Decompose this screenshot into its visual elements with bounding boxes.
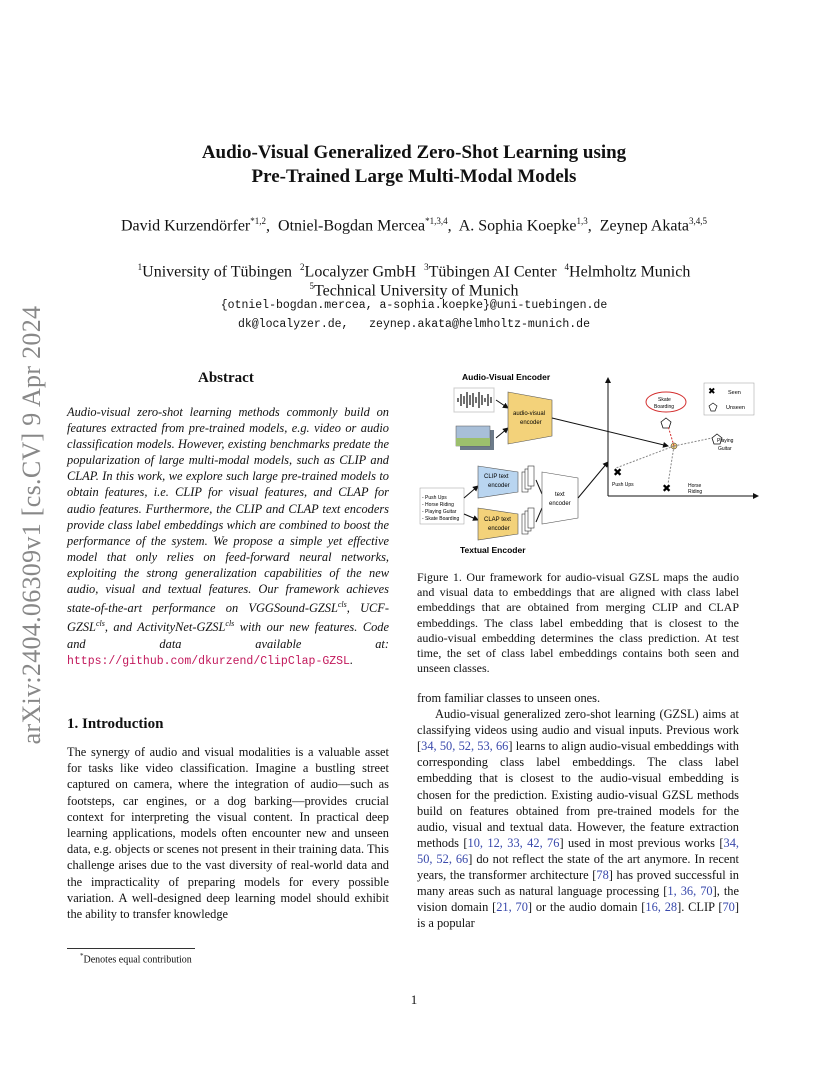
legend-seen: Seen <box>728 390 741 396</box>
paragraph-text: ] has proved successful in many areas such as natural language processing [ <box>417 868 739 899</box>
figure-caption: Figure 1. Our framework for audio-visual GZSL maps the audio and visual data to embeddings that are aligned with class label embeddings that are obtained from merging CLIP and CLAP embeddings. The class label embedding that is closest to the audio-visual embedding determines the class prediction. At test time, the set of class label embeddings contains both seen and unseen classes. <box>417 570 739 676</box>
citation-link[interactable]: 78 <box>596 868 609 883</box>
affiliation: Helmholtz Munich <box>569 263 691 281</box>
text-encoder-box <box>542 472 578 524</box>
affil-sup: 2 <box>300 262 305 272</box>
class-label: - Push Ups <box>422 495 447 501</box>
author-name: David Kurzendörfer <box>120 217 251 235</box>
footnote-text: Denotes equal contribution <box>83 954 192 966</box>
cls-sup: cls <box>337 600 347 610</box>
citation-link[interactable]: 16, 28 <box>645 900 678 915</box>
paper-title <box>0 141 828 189</box>
email-line-1: {otniel-bogdan.mercea, a-sophia.koepke}@uni-tuebingen.de <box>220 299 608 312</box>
introduction-heading: 1. Introduction <box>67 716 164 732</box>
affil-sup: 1 <box>137 262 143 272</box>
arxiv-id-text: arXiv:2404.06309v1 [cs.CV] 9 Apr 2024 <box>17 305 46 745</box>
point-label-skate: Skate <box>658 397 671 403</box>
author-sup: 3,4,5 <box>689 216 708 226</box>
skate-unseen-point <box>661 418 671 428</box>
pushups-seen-x-icon: ✖ <box>613 467 623 479</box>
labels-to-clip-arrow <box>464 486 478 498</box>
textual-encoder-title: Textual Encoder <box>460 545 526 555</box>
clip-text-label: CLIP text <box>484 474 509 480</box>
video-arrow <box>496 428 508 438</box>
email: zeynep.akata@helmholtz-munich.de <box>369 318 590 331</box>
point-label-horse: Riding <box>688 489 703 495</box>
figure-1-diagram <box>412 368 764 560</box>
text-encoder-label: text <box>555 492 565 498</box>
text-embedding-arrow <box>578 462 608 498</box>
citation-link[interactable]: 21, 70 <box>496 900 528 915</box>
clip-merge-line <box>536 480 542 494</box>
abstract-heading: Abstract <box>198 370 254 386</box>
point-label-pushups: Push Ups <box>612 482 634 488</box>
point-label-guitar: Guitar <box>718 446 732 452</box>
abstract-text: , UCF-GZSL <box>67 601 389 635</box>
author-sup: *1,2 <box>250 216 267 226</box>
footnote-rule <box>67 948 195 949</box>
horse-seen-x-icon: ✖ <box>662 483 672 495</box>
audio-visual-encoder-title: Audio-Visual Encoder <box>462 372 551 382</box>
distance-line <box>674 438 712 446</box>
distance-line <box>616 446 674 468</box>
arxiv-side-label <box>12 290 52 760</box>
affil-sup: 4 <box>564 262 570 272</box>
clip-embedding-stack-icon <box>522 466 534 492</box>
abstract-body: Audio-visual zero-shot learning methods commonly build on features extracted from pre-trained models, e.g. video or audio classification models. However, existing benchmarks predate the popularization of large multi-modal models, such as CLIP and CLAP. In this work, we explore such large pre-trained models to obtain features, i.e. CLIP for visual features, and CLAP for audio features. Furthermore, the CLIP and CLAP text encoders provide class label embeddings which are combined to boost the performance of the system. We propose a simple yet effective model that only relies on feed-forward neural networks, exploiting the strong generalization capabilities of the new audio, visual and textual features. Our framework achieves state-of-the-art performance on VGGSound-$GZSL^{cls}$, UCF-$GZSL^{cls}$, and ActivityNet-$GZSL^{cls}$ with our new features. Code and data available at: https://github.com/dkurzend/ClipClap-GZSL. <box>67 405 389 668</box>
class-label: - Horse Riding <box>422 502 454 508</box>
paragraph-text: ] do not reflect the state of the art anymore. In recent years, the transformer architecture [ <box>417 851 739 883</box>
point-label-skate: Boarding <box>654 404 675 410</box>
affil-sup: 3 <box>424 262 429 272</box>
paragraph-text: ] learns to align audio-visual embeddings with corresponding class label embeddings. The class label embedding that is closest to the audio-visual embedding is chosen for the prediction. Existing audio-visual GZSL methods build on features obtained from pre-trained models for the audio, visual and textual data. However, the feature extraction methods [ <box>417 739 739 850</box>
email: dk@localyzer.de, <box>238 318 349 331</box>
cls-sup: cls <box>95 619 105 629</box>
labels-to-clap-arrow <box>464 514 478 520</box>
email-line-2 <box>0 318 828 331</box>
title-line-1: Audio-Visual Generalized Zero-Shot Learning using <box>201 142 627 163</box>
clap-text-label: encoder <box>488 526 510 532</box>
paragraph-text: ] or the audio domain [ <box>527 900 646 915</box>
footnote-mark: * <box>80 952 84 960</box>
paragraph-continuation: from familiar classes to unseen ones. <box>417 691 601 705</box>
author-name: Zeynep Akata <box>599 217 690 235</box>
clip-text-encoder-box <box>478 466 518 498</box>
paragraph-text: ]. CLIP [ <box>677 900 723 915</box>
class-label: - Playing Guitar <box>422 509 457 515</box>
clap-merge-line <box>536 508 542 522</box>
paragraph-gzsl <box>417 706 739 931</box>
affil-sup: 5 <box>309 281 314 291</box>
citation-link[interactable]: 34, 50, 52, 53, 66 <box>421 739 509 754</box>
author-name: Otniel-Bogdan Mercea <box>278 217 426 235</box>
introduction-body: The synergy of audio and visual modalities is a valuable asset for tasks like video classification. Imagine a bustling street captured on camera, where the integration of audio—such as footsteps, car engines, or a dog barking—provides crucial context for interpreting the visual content. In practical deep learning applications, models often encounter new and unseen data, e.g. objects or scenes not present in their training data. This challenge arises due to the vast diversity of real-world data and the impracticality of preparing models for every possible variation. A well-designed deep learning model should exhibit the ability to transfer knowledge <box>67 745 389 922</box>
paragraph-text: Audio-visual generalized zero-shot learning (GZSL) aims at classifying videos using audio and visual inputs. Previous work [ <box>417 707 739 754</box>
av-encoder-box <box>508 392 552 444</box>
class-label: - Skate Boarding <box>422 516 460 522</box>
paragraph-text: ] used in most previous works [ <box>559 835 724 850</box>
clip-text-label: encoder <box>488 483 510 489</box>
right-column-body <box>417 690 739 931</box>
point-label-horse: Horse <box>688 483 702 489</box>
point-label-guitar: Playing <box>717 438 734 444</box>
seen-x-icon: ✖ <box>708 386 716 396</box>
author-sup: 1,3 <box>576 216 588 226</box>
citation-link[interactable]: 10, 12, 33, 42, 76 <box>467 835 560 850</box>
affiliation: Tübingen AI Center <box>428 263 557 281</box>
clap-text-encoder-box <box>478 508 518 540</box>
author-name: A. Sophia Koepke <box>458 217 577 235</box>
distance-line <box>668 446 674 484</box>
cls-sup: cls <box>225 619 235 629</box>
paragraph-text: ] is a popular <box>417 900 740 931</box>
abstract-text: with our new features. Code and data available at: <box>67 620 389 651</box>
av-embedding-arrow <box>552 418 668 446</box>
page-number: 1 <box>410 992 418 1007</box>
legend-unseen: Unseen <box>726 405 745 411</box>
affiliation: Localyzer GmbH <box>304 263 417 281</box>
clap-embedding-stack-icon <box>522 508 534 534</box>
author-sup: *1,3,4 <box>425 216 448 226</box>
title-line-2: Pre-Trained Large Multi-Modal Models <box>251 166 577 187</box>
affiliation: Technical University of Munich <box>313 282 519 300</box>
clap-text-label: CLAP text <box>484 517 511 523</box>
paragraph-text: ], the vision domain [ <box>417 884 739 915</box>
abstract-text: , and ActivityNet-GZSL <box>104 620 226 635</box>
footnote <box>80 952 192 965</box>
text-encoder-label: encoder <box>549 501 571 507</box>
citation-link[interactable]: 1, 36, 70 <box>667 884 713 899</box>
av-encoder-label: audio-visual <box>513 411 546 417</box>
affiliation: University of Tübingen <box>142 263 293 281</box>
github-link[interactable]: https://github.com/dkurzend/ClipClap-GZSL <box>67 654 350 668</box>
author-list: David Kurzendörfer$^{*1,2}$, Otniel-Bogdan Mercea$^{*1,3,4}$, A. Sophia Koepke$^{1,3}$, Zeynep Akata$^{3,4,5}$ <box>120 216 708 235</box>
affiliations-line-2 <box>0 276 828 301</box>
citation-link[interactable]: 34, 50, 52, 66 <box>417 835 739 866</box>
av-encoder-label: encoder <box>520 420 542 426</box>
citation-link[interactable]: 70 <box>722 900 735 915</box>
video-grass <box>456 438 490 446</box>
abstract-text: Audio-visual zero-shot learning methods commonly build on features extracted from pre-trained models, e.g. video or audio classification models. However, existing benchmarks predate the popularization of large multi-modal models, such as CLIP and CLAP. In this work, we explore such large pre-trained models to obtain features, i.e. CLIP for visual features, and CLAP for audio features. Furthermore, the CLIP and CLAP text encoders provide class label embeddings which are combined to boost the performance of the system. We propose a simple yet effective model that only relies on feed-forward neural networks, exploiting the strong generalization capabilities of the new audio, visual and textual features. Our framework achieves state-of-the-art performance on VGGSound-GZSL <box>67 405 389 616</box>
audio-arrow <box>496 400 508 408</box>
